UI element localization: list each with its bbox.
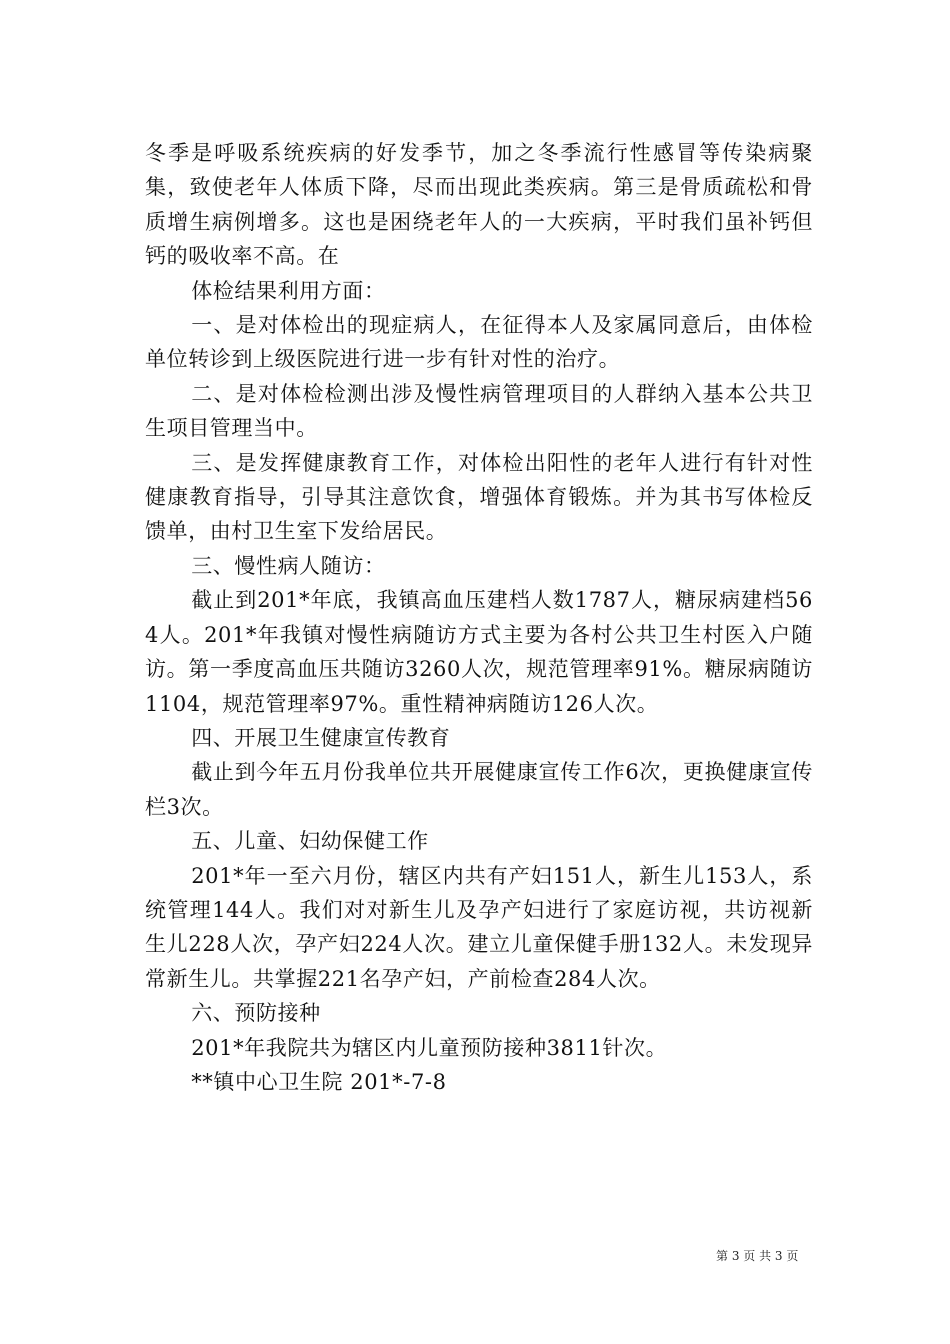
section-heading-health-education: 四、开展卫生健康宣传教育 — [191, 725, 451, 750]
section-heading-result-use: 体检结果利用方面： — [191, 278, 386, 303]
document-body — [145, 136, 813, 1099]
paragraph-child-maternal: 201*年一至六月份，辖区内共有产妇151人，新生儿153人，系统管理144人。我们对对新生儿及孕产妇进行了家庭访视，共访视新生儿228人次，孕产妇224人次。建立儿童保健手册132人。未发现异常新生儿。共掌握221名孕产妇，产前检查284人次。 — [145, 863, 813, 991]
paragraph-health-education: 截止到今年五月份我单位共开展健康宣传工作6次，更换健康宣传栏3次。 — [145, 760, 813, 819]
paragraph-item-3: 三、是发挥健康教育工作，对体检出阳性的老年人进行有针对性健康教育指导，引导其注意饮食，增强体育锻炼。并为其书写体检反馈单，由村卫生室下发给居民。 — [145, 450, 813, 544]
section-heading-chronic-followup: 三、慢性病人随访： — [191, 553, 386, 578]
paragraph-item-1: 一、是对体检出的现症病人，在征得本人及家属同意后，由体检单位转诊到上级医院进行进一步有针对性的治疗。 — [145, 313, 813, 372]
page-number-footer: 第 3 页 共 3 页 — [716, 1249, 799, 1263]
paragraph-item-2: 二、是对体检检测出涉及慢性病管理项目的人群纳入基本公共卫生项目管理当中。 — [145, 381, 813, 441]
signature-line: **镇中心卫生院 201*-7-8 — [191, 1069, 447, 1094]
paragraph-intro: 冬季是呼吸系统疾病的好发季节，加之冬季流行性感冒等传染病聚集，致使老年人体质下降，尽而出现此类疾病。第三是骨质疏松和骨质增生病例增多。这也是困绕老年人的一大疾病，平时我们虽补钙但钙的吸收率不高。在 — [145, 141, 813, 269]
paragraph-chronic-followup: 截止到201*年底，我镇高血压建档人数1787人，糖尿病建档564人。201*年我镇对慢性病随访方式主要为各村公共卫生村医入户随访。第一季度高血压共随访3260人次，规范管理率91%。糖尿病随访1104，规范管理率97%。重性精神病随访126人次。 — [145, 588, 813, 716]
paragraph-vaccination: 201*年我院共为辖区内儿童预防接种3811针次。 — [191, 1035, 668, 1060]
section-heading-child-maternal: 五、儿童、妇幼保健工作 — [191, 829, 429, 854]
section-heading-vaccination: 六、预防接种 — [191, 1001, 321, 1026]
